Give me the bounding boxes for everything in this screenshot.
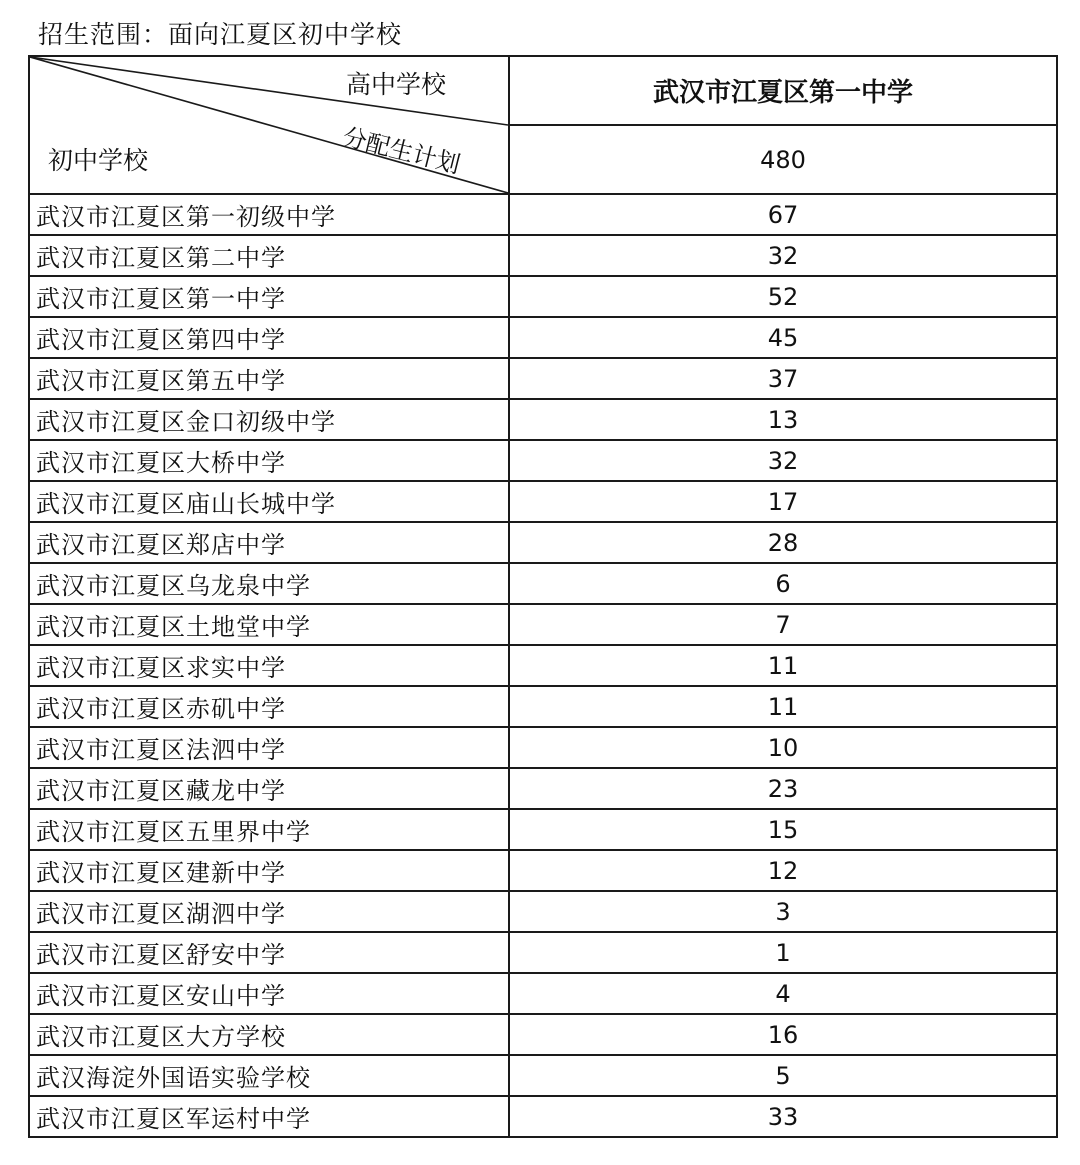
junior-school-name-cell: 武汉市江夏区第五中学 (29, 358, 509, 399)
junior-school-name-cell: 武汉市江夏区藏龙中学 (29, 768, 509, 809)
table-row (29, 809, 1057, 850)
junior-school-name-cell: 武汉市江夏区郑店中学 (29, 522, 509, 563)
junior-school-name-cell: 武汉市江夏区五里界中学 (29, 809, 509, 850)
quota-value-cell: 5 (509, 1055, 1057, 1096)
table-row (29, 1096, 1057, 1137)
junior-school-name-cell: 武汉海淀外国语实验学校 (29, 1055, 509, 1096)
quota-value-cell: 28 (509, 522, 1057, 563)
junior-school-name-cell: 武汉市江夏区军运村中学 (29, 1096, 509, 1137)
junior-school-name-cell: 武汉市江夏区舒安中学 (29, 932, 509, 973)
table-row (29, 194, 1057, 235)
quota-value-cell: 3 (509, 891, 1057, 932)
table-row (29, 399, 1057, 440)
table-row (29, 440, 1057, 481)
quota-value-cell: 10 (509, 727, 1057, 768)
table-row (29, 768, 1057, 809)
junior-school-name-cell: 武汉市江夏区大桥中学 (29, 440, 509, 481)
table-row (29, 686, 1057, 727)
quota-value-cell: 67 (509, 194, 1057, 235)
table-row (29, 645, 1057, 686)
quota-value-cell: 11 (509, 645, 1057, 686)
table-row (29, 522, 1057, 563)
table-row (29, 727, 1057, 768)
junior-school-name-cell: 武汉市江夏区赤矶中学 (29, 686, 509, 727)
quota-value-cell: 32 (509, 440, 1057, 481)
table-row (29, 604, 1057, 645)
table-row (29, 850, 1057, 891)
table-row (29, 235, 1057, 276)
junior-school-name-cell: 武汉市江夏区大方学校 (29, 1014, 509, 1055)
table-row (29, 276, 1057, 317)
junior-school-name-cell: 武汉市江夏区湖泗中学 (29, 891, 509, 932)
high-school-axis-label: 高中学校 (346, 70, 447, 99)
quota-value-cell: 7 (509, 604, 1057, 645)
quota-allocation-table (28, 55, 1058, 1138)
total-quota-cell: 480 (509, 125, 1057, 194)
table-row (29, 1055, 1057, 1096)
junior-school-name-cell: 武汉市江夏区建新中学 (29, 850, 509, 891)
junior-school-name-cell: 武汉市江夏区土地堂中学 (29, 604, 509, 645)
junior-school-name-cell: 武汉市江夏区安山中学 (29, 973, 509, 1014)
quota-value-cell: 4 (509, 973, 1057, 1014)
junior-school-name-cell: 武汉市江夏区庙山长城中学 (29, 481, 509, 522)
table-row (29, 563, 1057, 604)
table-row (29, 932, 1057, 973)
table-row (29, 1014, 1057, 1055)
quota-value-cell: 52 (509, 276, 1057, 317)
junior-school-name-cell: 武汉市江夏区金口初级中学 (29, 399, 509, 440)
quota-value-cell: 33 (509, 1096, 1057, 1137)
table-row (29, 973, 1057, 1014)
quota-value-cell: 1 (509, 932, 1057, 973)
quota-value-cell: 13 (509, 399, 1057, 440)
junior-school-name-cell: 武汉市江夏区第一中学 (29, 276, 509, 317)
quota-value-cell: 32 (509, 235, 1057, 276)
table-row (29, 317, 1057, 358)
table-row (29, 358, 1057, 399)
quota-value-cell: 17 (509, 481, 1057, 522)
junior-school-name-cell: 武汉市江夏区第一初级中学 (29, 194, 509, 235)
quota-plan-axis-label: 分配生计划 (339, 122, 463, 180)
quota-value-cell: 23 (509, 768, 1057, 809)
quota-value-cell: 6 (509, 563, 1057, 604)
table-row (29, 891, 1057, 932)
header-row (29, 56, 1057, 125)
junior-school-name-cell: 武汉市江夏区乌龙泉中学 (29, 563, 509, 604)
enrollment-scope-caption: 招生范围：面向江夏区初中学校 (38, 20, 403, 49)
junior-school-name-cell: 武汉市江夏区求实中学 (29, 645, 509, 686)
quota-value-cell: 16 (509, 1014, 1057, 1055)
quota-value-cell: 15 (509, 809, 1057, 850)
junior-school-axis-label: 初中学校 (48, 146, 149, 175)
junior-school-name-cell: 武汉市江夏区法泗中学 (29, 727, 509, 768)
quota-value-cell: 12 (509, 850, 1057, 891)
quota-value-cell: 45 (509, 317, 1057, 358)
junior-school-name-cell: 武汉市江夏区第二中学 (29, 235, 509, 276)
junior-school-name-cell: 武汉市江夏区第四中学 (29, 317, 509, 358)
quota-value-cell: 11 (509, 686, 1057, 727)
quota-value-cell: 37 (509, 358, 1057, 399)
table-body (29, 56, 1057, 1137)
target-high-school-header: 武汉市江夏区第一中学 (509, 56, 1057, 125)
table-row (29, 481, 1057, 522)
diagonal-header-cell (29, 56, 509, 194)
